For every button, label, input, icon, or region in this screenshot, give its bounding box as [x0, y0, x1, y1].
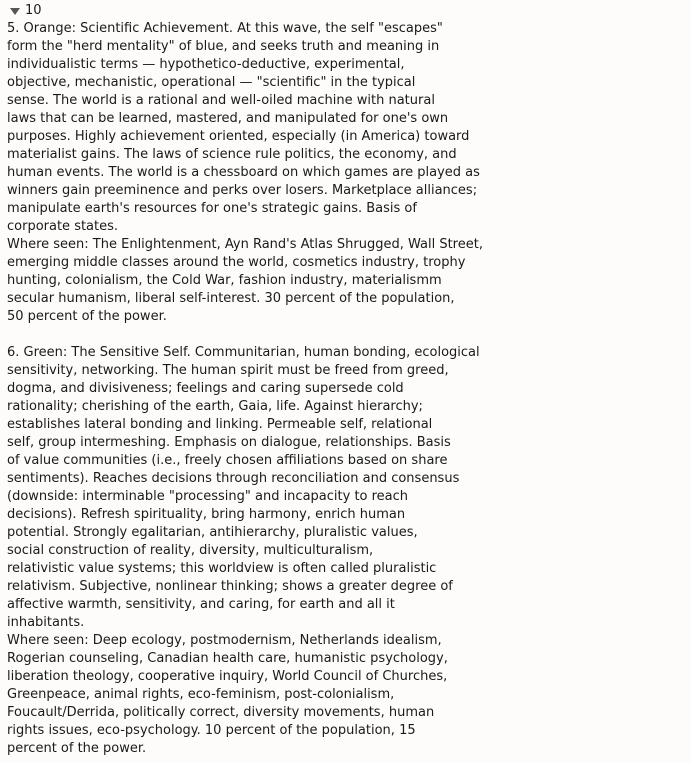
text-line: human events. The world is a chessboard on which games are played as: [7, 165, 480, 180]
text-line: individualistic terms — hypothetico-deductive, experimental,: [7, 57, 405, 72]
text-line: sentiments). Reaches decisions through reconciliation and consensus: [7, 471, 460, 486]
text-line: liberation theology, cooperative inquiry, World Council of Churches,: [7, 669, 448, 684]
text-line: rationality; cherishing of the earth, Gaia, life. Against hierarchy;: [7, 399, 423, 414]
text-line: relativism. Subjective, nonlinear thinking; shows a greater degree of: [7, 579, 453, 594]
text-line: laws that can be learned, mastered, and manipulated for one's own: [7, 111, 449, 126]
text-line: percent of the power.: [7, 741, 147, 756]
text-line: 50 percent of the power.: [7, 309, 167, 324]
text-line: inhabitants.: [7, 615, 85, 630]
text-line: Where seen: Deep ecology, postmodernism, Netherlands idealism,: [7, 633, 442, 648]
text-line: (downside: interminable "processing" and incapacity to reach: [7, 489, 409, 504]
text-line: dogma, and divisiveness; feelings and caring supersede cold: [7, 381, 404, 396]
text-line: emerging middle classes around the world, cosmetics industry, trophy: [7, 255, 466, 270]
text-line: objective, mechanistic, operational — "scientific" in the typical: [7, 75, 416, 90]
text-line: secular humanism, liberal self-interest. 30 percent of the population,: [7, 291, 455, 306]
text-line: hunting, colonialism, the Cold War, fashion industry, materialismm: [7, 273, 442, 288]
text-line: [7, 326, 691, 344]
text-line: sense. The world is a rational and well-oiled machine with natural: [7, 93, 435, 108]
text-line: Where seen: The Enlightenment, Ayn Rand's Atlas Shrugged, Wall Street,: [7, 237, 483, 252]
document: [7, 2, 691, 758]
text-line: winners gain preeminence and perks over losers. Marketplace alliances;: [7, 183, 478, 198]
text-line: manipulate earth's resources for one's strategic gains. Basis of: [7, 201, 417, 216]
text-line: of value communities (i.e., freely chosen affiliations based on share: [7, 453, 448, 468]
text-line: materialist gains. The laws of science rule politics, the economy, and: [7, 147, 457, 162]
text-line: form the "herd mentality" of blue, and seeks truth and meaning in: [7, 39, 440, 54]
body-text: [7, 20, 691, 758]
text-line: Greenpeace, animal rights, eco-feminism, post-colonialism,: [7, 687, 395, 702]
text-line: 6. Green: The Sensitive Self. Communitarian, human bonding, ecological: [7, 345, 480, 360]
text-line: affective warmth, sensitivity, and caring, for earth and all it: [7, 597, 395, 612]
text-line: Foucault/Derrida, politically correct, diversity movements, human: [7, 705, 435, 720]
disclosure-triangle-icon[interactable]: [10, 8, 20, 15]
text-line: sensitivity, networking. The human spirit must be freed from greed,: [7, 363, 449, 378]
text-line: self, group intermeshing. Emphasis on dialogue, relationships. Basis: [7, 435, 451, 450]
text-line: social construction of reality, diversity, multiculturalism,: [7, 543, 374, 558]
outline-toggle-label: 10: [25, 3, 42, 18]
outline-toggle[interactable]: [7, 2, 691, 20]
text-line: Rogerian counseling, Canadian health care, humanistic psychology,: [7, 651, 448, 666]
text-line: potential. Strongly egalitarian, antihierarchy, pluralistic values,: [7, 525, 418, 540]
text-line: corporate states.: [7, 219, 119, 234]
text-line: establishes lateral bonding and linking. Permeable self, relational: [7, 417, 433, 432]
text-line: rights issues, eco-psychology. 10 percent of the population, 15: [7, 723, 416, 738]
text-line: purposes. Highly achievement oriented, especially (in America) toward: [7, 129, 470, 144]
text-line: decisions). Refresh spirituality, bring harmony, enrich human: [7, 507, 406, 522]
text-line: relativistic value systems; this worldview is often called pluralistic: [7, 561, 437, 576]
text-line: 5. Orange: Scientific Achievement. At this wave, the self "escapes": [7, 21, 443, 36]
